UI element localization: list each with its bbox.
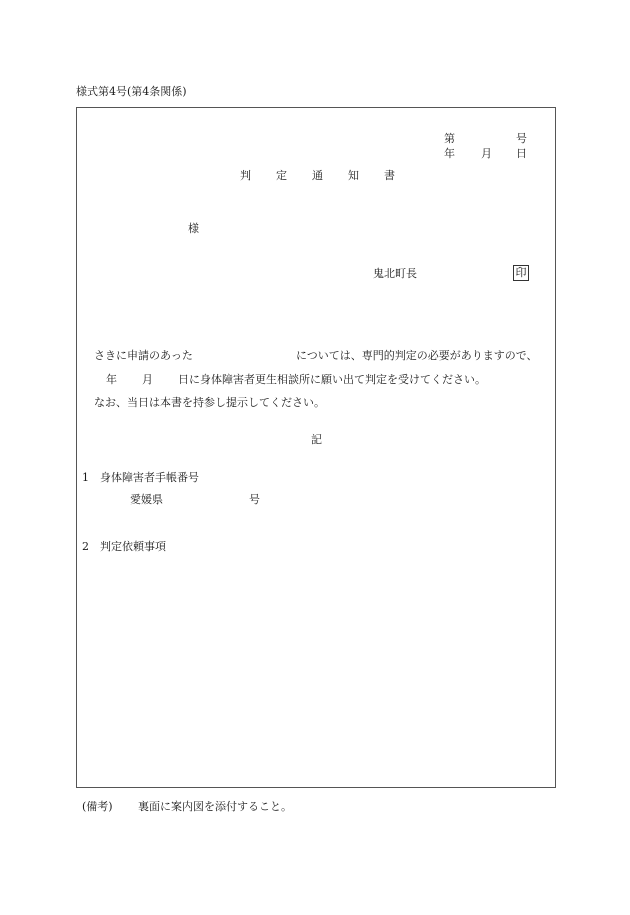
- title-char: 知: [348, 169, 359, 182]
- date-year: 年: [444, 147, 455, 160]
- body-line2-rest: 日に身体障害者更生相談所に願い出て判定を受けてください。: [178, 373, 486, 386]
- item-label: 判定依頼事項: [100, 540, 166, 553]
- note-heading: 記: [311, 433, 322, 446]
- number-prefix: 第: [444, 132, 455, 145]
- remarks-label: (備考): [82, 800, 113, 813]
- addressee-suffix: 様: [188, 222, 199, 235]
- number-suffix: 号: [516, 132, 527, 145]
- issuer-name: 鬼北町長: [373, 267, 417, 280]
- item-sub-suffix: 号: [249, 493, 260, 506]
- body-line2-month: 月: [142, 373, 153, 386]
- form-label: 様式第4号(第4条関係): [76, 85, 187, 98]
- item-sub-prefix: 愛媛県: [130, 493, 163, 506]
- item-label: 身体障害者手帳番号: [100, 471, 199, 484]
- body-line3: なお、当日は本書を持参し提示してください。: [94, 396, 325, 409]
- item-number: 2: [82, 540, 89, 553]
- document-title: [240, 170, 420, 181]
- form-frame: [76, 107, 556, 788]
- date-day: 日: [516, 147, 527, 160]
- title-char: 書: [384, 169, 395, 182]
- title-char: 定: [276, 169, 287, 182]
- body-line1-a: さきに申請のあった: [94, 349, 193, 362]
- date-month: 月: [481, 147, 492, 160]
- body-line1-b: については、専門的判定の必要がありますので、: [296, 349, 538, 362]
- remarks-text: 裏面に案内図を添付すること。: [138, 800, 292, 813]
- title-char: 通: [312, 169, 323, 182]
- body-line2-year: 年: [106, 373, 117, 386]
- title-char: 判: [240, 169, 251, 182]
- item-number: 1: [82, 471, 89, 484]
- seal-mark: 印: [513, 265, 529, 281]
